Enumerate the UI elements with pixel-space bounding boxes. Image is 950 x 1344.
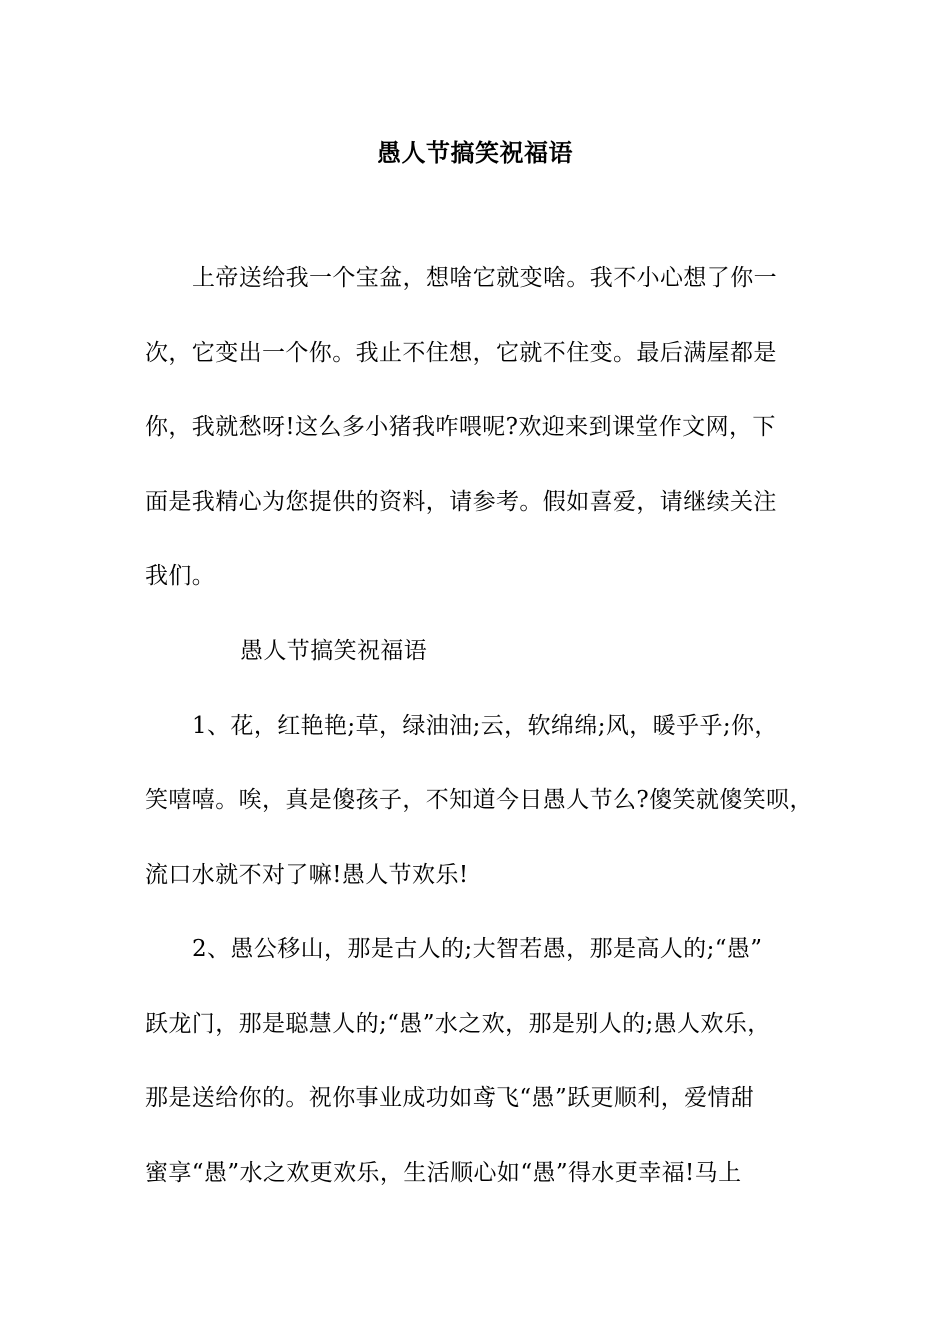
item1-line-2: 笑嘻嘻。唉，真是傻孩子，不知道今日愚人节么?傻笑就傻笑呗， <box>145 787 813 813</box>
item2-line-4: 蜜享“愚”水之欢更欢乐，生活顺心如“愚”得水更幸福!马上 <box>145 1160 742 1186</box>
intro-line-2: 次，它变出一个你。我止不住想，它就不住变。最后满屋都是 <box>145 340 777 366</box>
item2-line-2: 跃龙门，那是聪慧人的;“愚”水之欢，那是别人的;愚人欢乐， <box>145 1011 771 1037</box>
intro-line-3: 你，我就愁呀!这么多小猪我咋喂呢?欢迎来到课堂作文网，下 <box>145 414 776 440</box>
section-heading: 愚人节搞笑祝福语 <box>240 638 428 664</box>
intro-line-1: 上帝送给我一个宝盆，想啥它就变啥。我不小心想了你一 <box>192 265 777 291</box>
document-title: 愚人节搞笑祝福语 <box>377 138 573 167</box>
item2-line-3: 那是送给你的。祝你事业成功如鸢飞“愚”跃更顺利，爱情甜 <box>145 1085 755 1111</box>
intro-line-5: 我们。 <box>145 563 216 589</box>
item1-line-1: 1、花，红艳艳;草，绿油油;云，软绵绵;风，暖乎乎;你， <box>192 713 778 739</box>
item1-line-3: 流口水就不对了嘛!愚人节欢乐! <box>145 862 469 888</box>
intro-line-4: 面是我精心为您提供的资料，请参考。假如喜爱，请继续关注 <box>145 489 777 515</box>
item2-line-1: 2、愚公移山，那是古人的;大智若愚，那是高人的;“愚” <box>192 936 763 962</box>
